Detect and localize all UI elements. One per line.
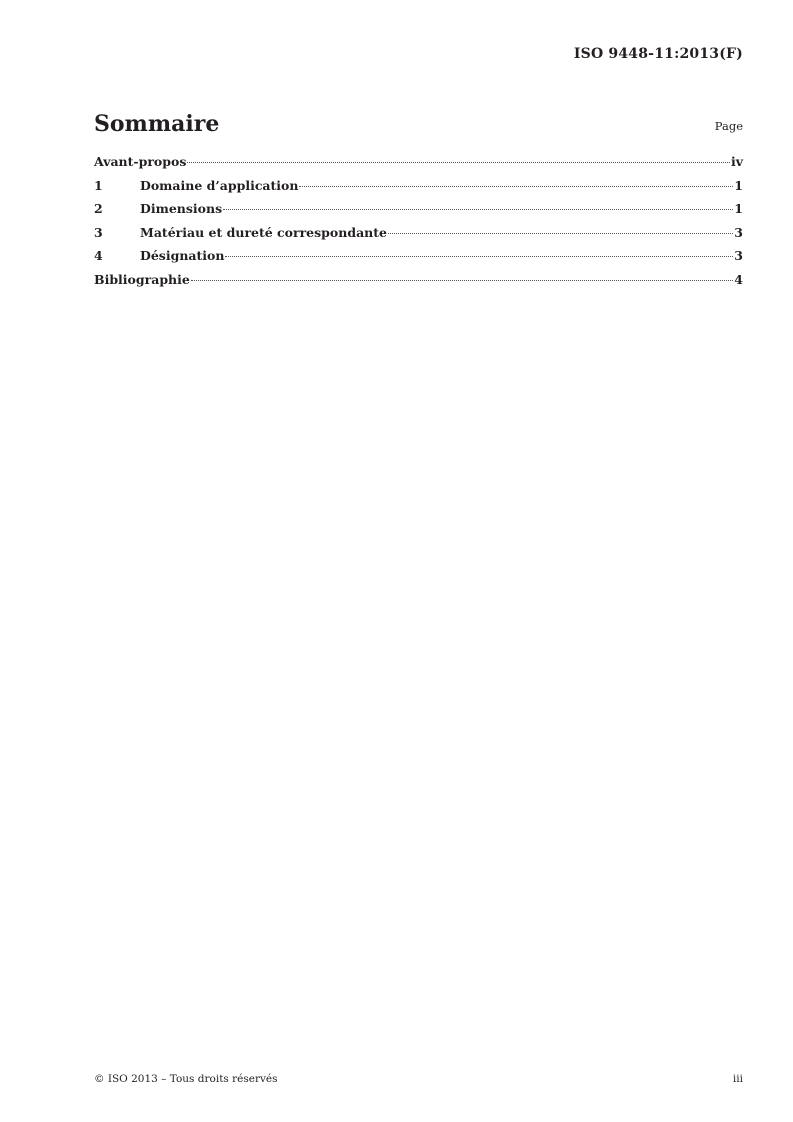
toc-entry-domaine-application[interactable]	[94, 178, 743, 202]
toc-entry-number: 1	[94, 177, 103, 193]
toc-entry-page: 4	[734, 271, 743, 287]
toc-entry-materiau[interactable]	[94, 225, 743, 249]
toc-entry-label: Domaine d’application	[140, 177, 299, 193]
page-column-label: Page	[714, 119, 743, 133]
toc-entry-label: Matériau et dureté correspondante	[140, 224, 387, 240]
toc-title: Sommaire	[94, 111, 220, 137]
toc-entry-page: 1	[734, 201, 743, 216]
toc-entry-label: Dimensions	[140, 201, 223, 216]
document-identifier: ISO 9448-11:2013(F)	[573, 46, 743, 62]
dot-leader	[191, 280, 733, 281]
footer-copyright: © ISO 2013 – Tous droits réservés	[94, 1073, 278, 1085]
toc-entry-designation[interactable]	[94, 248, 743, 272]
toc-entry-page: 3	[734, 224, 743, 240]
toc-entry-avant-propos[interactable]	[94, 154, 743, 178]
table-of-contents	[94, 154, 743, 295]
toc-entry-number: 2	[94, 201, 103, 216]
toc-entry-number: 4	[94, 248, 103, 263]
toc-entry-number: 3	[94, 224, 103, 240]
toc-entry-dimensions[interactable]	[94, 201, 743, 225]
toc-entry-page: 3	[734, 248, 743, 263]
dot-leader	[187, 162, 730, 163]
toc-entry-page: 1	[734, 177, 743, 193]
toc-entry-label: Avant-propos	[94, 154, 187, 169]
toc-entry-bibliographie[interactable]	[94, 272, 743, 296]
dot-leader	[388, 233, 733, 234]
footer-page-number: iii	[732, 1073, 743, 1085]
dot-leader	[223, 209, 733, 210]
toc-entry-label: Désignation	[140, 248, 225, 263]
toc-entry-page: iv	[730, 154, 743, 169]
dot-leader	[299, 186, 733, 187]
dot-leader	[225, 256, 733, 257]
toc-entry-label: Bibliographie	[94, 271, 190, 287]
